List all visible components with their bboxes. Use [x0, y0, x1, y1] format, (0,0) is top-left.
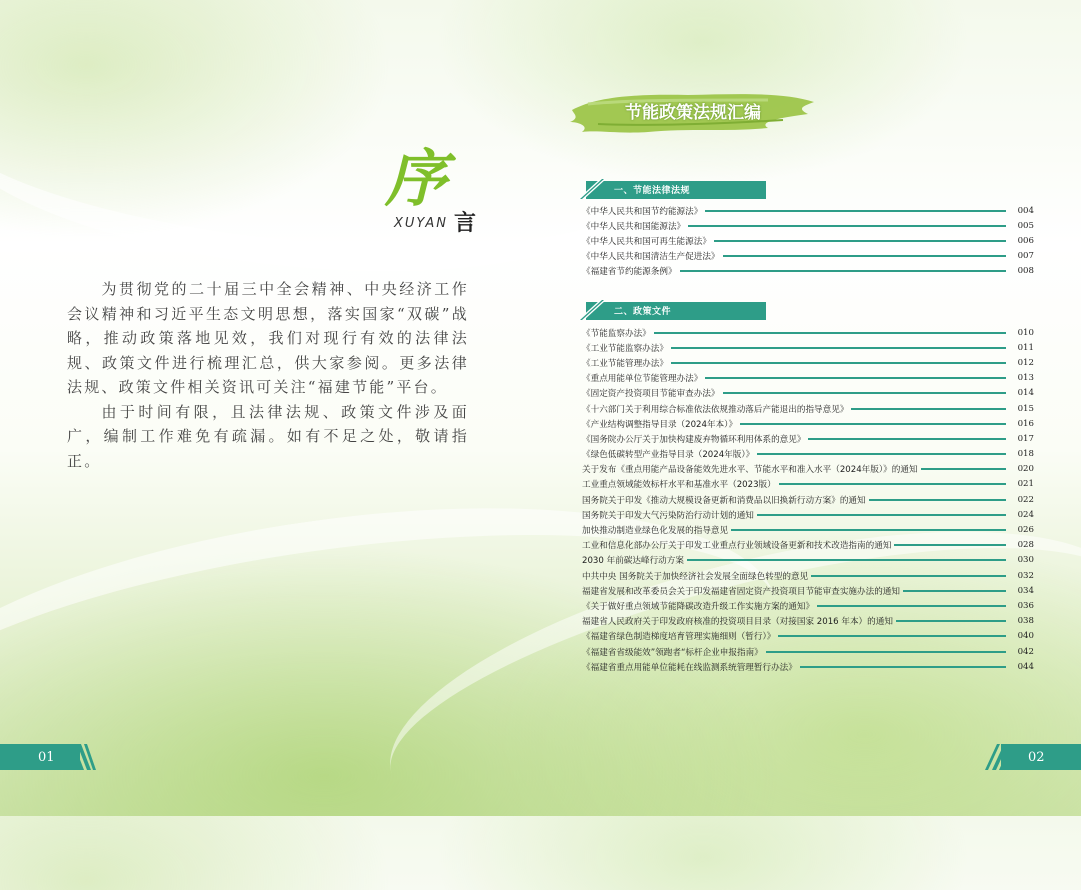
toc-entry-title: 《福建省省级能效”领跑者“标杆企业申报指南》	[582, 647, 763, 658]
toc-entry-title: 中共中央 国务院关于加快经济社会发展全面绿色转型的意见	[582, 571, 809, 582]
toc-entry-page: 006	[1017, 235, 1034, 246]
toc-list-laws	[582, 203, 1034, 279]
preface-paragraph: 为贯彻党的二十届三中全会精神、中央经济工作会议精神和习近平生态文明思想，落实国家“双碳”战略，推动政策落地见效，我们对现行有效的法律法规、政策文件进行梳理汇总，供大家参阅。更多法律法规、政策文件相关资讯可关注“福建节能”平台。	[67, 280, 469, 396]
toc-entry[interactable]	[582, 416, 1034, 431]
toc-entry-page: 030	[1017, 555, 1034, 566]
section-heading-label: 二、政策文件	[614, 307, 672, 317]
toc-leader-line	[688, 225, 1006, 227]
page-stripes-icon	[985, 744, 1013, 770]
toc-entry[interactable]	[582, 340, 1034, 355]
toc-entry-page: 004	[1017, 205, 1034, 216]
preface-paragraph: 由于时间有限，且法律法规、政策文件涉及面广，编制工作难免有疏漏。如有不足之处，敬请指正。	[67, 402, 469, 470]
toc-leader-line	[740, 423, 1006, 425]
toc-entry[interactable]	[582, 492, 1034, 507]
toc-entry-page: 008	[1017, 266, 1034, 277]
toc-leader-line	[851, 408, 1006, 410]
toc-entry-title: 福建省发展和改革委员会关于印发福建省固定资产投资项目节能审查实施办法的通知	[582, 586, 900, 597]
toc-entry[interactable]	[582, 371, 1034, 386]
toc-leader-line	[894, 544, 1006, 546]
toc-entry-page: 018	[1017, 449, 1034, 460]
toc-leader-line	[757, 514, 1006, 516]
toc-entry[interactable]	[582, 447, 1034, 462]
section-heading	[578, 181, 768, 199]
toc-leader-line	[671, 362, 1006, 364]
toc-entry-title: 工业重点领域能效标杆水平和基准水平（2023版）	[582, 480, 776, 491]
toc-entry-title: 《中华人民共和国可再生能源法》	[582, 236, 711, 247]
toc-entry-page: 032	[1017, 570, 1034, 581]
toc-entry[interactable]	[582, 218, 1034, 233]
toc-entry-page: 040	[1017, 631, 1034, 642]
toc-entry[interactable]	[582, 431, 1034, 446]
toc-entry-title: 《工业节能监察办法》	[582, 343, 668, 354]
toc-leader-line	[723, 255, 1006, 257]
toc-banner-title: 节能政策法规汇编	[625, 103, 761, 123]
section-heading-bar	[586, 302, 766, 320]
toc-entry[interactable]	[582, 659, 1034, 674]
toc-entry-page: 010	[1017, 327, 1034, 338]
toc-leader-line	[757, 453, 1006, 455]
toc-entry-title: 《中华人民共和国能源法》	[582, 221, 686, 232]
toc-entry[interactable]	[582, 538, 1034, 553]
toc-entry-page: 022	[1017, 494, 1034, 505]
background-swoosh	[0, 4, 650, 302]
toc-entry-page: 011	[1017, 342, 1034, 353]
toc-leader-line	[687, 559, 1006, 561]
section-heading-label: 一、节能法律法规	[614, 186, 691, 196]
toc-entry[interactable]	[582, 203, 1034, 218]
toc-entry-title: 《工业节能管理办法》	[582, 358, 668, 369]
toc-entry[interactable]	[582, 507, 1034, 522]
toc-entry[interactable]	[582, 462, 1034, 477]
toc-leader-line	[817, 605, 1006, 607]
toc-leader-line	[705, 377, 1006, 379]
toc-entry-title: 《福建省节约能源条例》	[582, 267, 677, 278]
toc-entry-title: 《国务院办公厅关于加快构建废弃物循环利用体系的意见》	[582, 434, 806, 445]
toc-entry[interactable]	[582, 249, 1034, 264]
toc-entry-page: 015	[1017, 403, 1034, 414]
toc-entry-page: 028	[1017, 540, 1034, 551]
toc-leader-line	[778, 635, 1006, 637]
toc-entry[interactable]	[582, 401, 1034, 416]
toc-leader-line	[811, 575, 1006, 577]
toc-entry[interactable]	[582, 553, 1034, 568]
toc-entry-title: 《产业结构调整指导目录（2024年本）》	[582, 419, 738, 430]
toc-entry[interactable]	[582, 629, 1034, 644]
toc-leader-line	[705, 210, 1006, 212]
toc-entry-page: 012	[1017, 357, 1034, 368]
toc-entry-page: 036	[1017, 600, 1034, 611]
preface-body	[67, 277, 469, 473]
section-heading	[578, 302, 768, 320]
toc-entry-page: 024	[1017, 509, 1034, 520]
preface-title-char: 序	[385, 142, 448, 215]
toc-leader-line	[779, 483, 1006, 485]
toc-entry-title: 2030 年前碳达峰行动方案	[582, 556, 684, 567]
toc-entry-page: 017	[1017, 433, 1034, 444]
toc-entry-title: 《中华人民共和国节约能源法》	[582, 206, 703, 217]
toc-leader-line	[921, 468, 1006, 470]
toc-entry-title: 福建省人民政府关于印发政府核准的投资项目目录（对接国家 2016 年本）的通知	[582, 617, 893, 628]
toc-leader-line	[896, 620, 1006, 622]
toc-entry[interactable]	[582, 233, 1034, 248]
toc-entry-title: 《福建省绿色制造梯度培育管理实施细则（暂行）》	[582, 632, 776, 643]
toc-entry-title: 国务院关于印发《推动大规模设备更新和消费品以旧换新行动方案》的通知	[582, 495, 866, 506]
toc-entry[interactable]	[582, 386, 1034, 401]
toc-leader-line	[714, 240, 1006, 242]
toc-entry-title: 《节能监察办法》	[582, 328, 651, 339]
toc-entry-title: 国务院关于印发大气污染防治行动计划的通知	[582, 510, 754, 521]
toc-entry[interactable]	[582, 522, 1034, 537]
toc-leader-line	[654, 332, 1006, 334]
toc-entry[interactable]	[582, 598, 1034, 613]
toc-entry[interactable]	[582, 325, 1034, 340]
toc-entry[interactable]	[582, 614, 1034, 629]
toc-leader-line	[869, 499, 1006, 501]
toc-entry-title: 加快推动制造业绿色化发展的指导意见	[582, 526, 729, 537]
toc-entry-title: 《关于做好重点领域节能降碳改造升级工作实施方案的通知》	[582, 601, 815, 612]
check-mark-icon	[578, 300, 606, 320]
toc-entry-page: 016	[1017, 418, 1034, 429]
toc-entry-page: 007	[1017, 251, 1034, 262]
toc-entry-title: 关于发布《重点用能产品设备能效先进水平、节能水平和准入水平（2024年版）》的通知	[582, 465, 918, 476]
toc-entry-title: 《中华人民共和国清洁生产促进法》	[582, 252, 720, 263]
toc-entry-page: 034	[1017, 585, 1034, 596]
toc-entry-title: 《重点用能单位节能管理办法》	[582, 374, 703, 385]
check-mark-icon	[578, 179, 606, 199]
toc-leader-line	[680, 270, 1006, 272]
toc-entry-page: 021	[1017, 479, 1034, 490]
toc-leader-line	[800, 666, 1006, 668]
toc-entry-page: 042	[1017, 646, 1034, 657]
toc-leader-line	[766, 651, 1006, 653]
preface-title-latin: XUYAN	[394, 216, 448, 231]
toc-entry-page: 026	[1017, 525, 1034, 536]
toc-entry-title: 《绿色低碳转型产业指导目录（2024年版）》	[582, 450, 755, 461]
toc-leader-line	[731, 529, 1006, 531]
toc-leader-line	[903, 590, 1006, 592]
toc-entry-page: 038	[1017, 616, 1034, 627]
toc-entry-title: 《十六部门关于利用综合标准依法依规推动落后产能退出的指导意见》	[582, 404, 849, 415]
toc-entry-page: 020	[1017, 464, 1034, 475]
toc-entry-page: 005	[1017, 220, 1034, 231]
toc-entry[interactable]	[582, 355, 1034, 370]
toc-entry[interactable]	[582, 583, 1034, 598]
toc-entry-page: 044	[1017, 661, 1034, 672]
toc-entry-page: 014	[1017, 388, 1034, 399]
page-number-right: 02	[1028, 750, 1045, 765]
toc-entry-title: 《福建省重点用能单位能耗在线监测系统管理暂行办法》	[582, 662, 797, 673]
toc-entry-page: 013	[1017, 373, 1034, 384]
toc-entry[interactable]	[582, 644, 1034, 659]
toc-leader-line	[671, 347, 1006, 349]
toc-entry-title: 工业和信息化部办公厅关于印发工业重点行业领域设备更新和技术改造指南的通知	[582, 541, 892, 552]
toc-entry-title: 《固定资产投资项目节能审查办法》	[582, 389, 720, 400]
toc-list-policies	[582, 325, 1034, 674]
toc-leader-line	[723, 392, 1006, 394]
toc-entry[interactable]	[582, 477, 1034, 492]
toc-entry[interactable]	[582, 568, 1034, 583]
page-number-left: 01	[38, 750, 55, 765]
preface-title-char2: 言	[454, 210, 477, 236]
toc-leader-line	[808, 438, 1006, 440]
toc-entry[interactable]	[582, 264, 1034, 279]
page-stripes-icon	[68, 744, 96, 770]
